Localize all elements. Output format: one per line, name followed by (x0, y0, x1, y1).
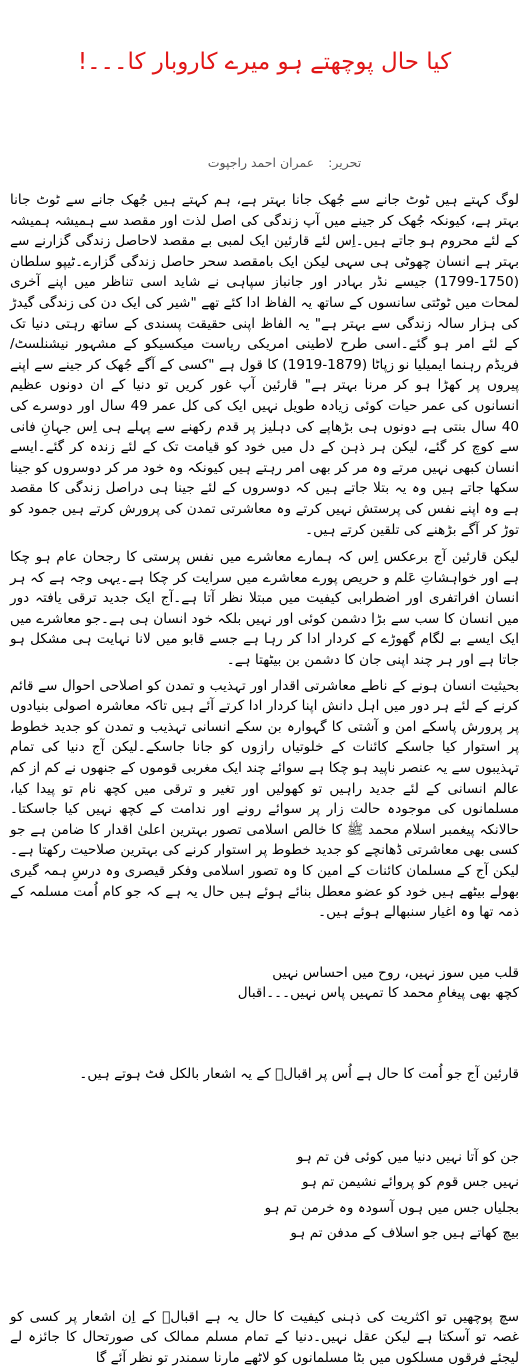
verse-line: قلب میں سوز نہیں، روح میں احساس نہیں (272, 964, 519, 981)
byline (10, 154, 519, 182)
article-title: کیا حال پوچھتے ہو میرے کاروبار کا۔۔۔! (77, 49, 452, 75)
verse-line: نہیں جس قوم کو پروائے نشیمن تم ہو (301, 1174, 519, 1191)
final-paragraph: سچ پوچھیں تو اکثریت کی ذہنی کیفیت کا حال یہ ہے اقبالؒ کے اِن اشعار پر کسی کو غصہ تو آسکتا ہے لیکن عقل نہیں۔دنیا کے تمام مسلم ممالک کی صورتحال کا جائزہ لے لیجئے فرقوں مسلکوں میں بٹا مسلمانوں کو لاٹھے مارنا سمندر تو نظر آئے گا (10, 1308, 519, 1366)
byline-label: تحریر: (328, 155, 362, 170)
paragraph-2: لیکن قارئین آج برعکس اِس کہ ہمارے معاشرے میں نفس پرستی کا رجحان عام ہو چکا ہے اور خواہشاتِ عَلم و حریص پورے معاشرے میں سرایت کر چکا ہے۔یہی وجہ ہے کہ ہر انسان افراتفری اور اضطرابی کیفیت میں مبتلا نظر آتا ہے۔آج ایک جدید ترقی یافتہ دور میں انسان کا سب سے بڑا دشمن کوئی اور نہیں بلکہ خود انسان ہی ہے۔جو معاشرے میں ایک ایسے بے لگام گھوڑے کے کردار ادا کر رہا ہے جسے قابو میں لانا نہایت ہی مشکل ہو جاتا ہے اور ہر چند اپنی جان کا دشمن بن بیٹھتا ہے۔ (10, 549, 519, 669)
verse-block-1 (10, 963, 519, 1004)
verse-block-2 (10, 1145, 519, 1247)
verse-line: بجلیاں جس میں ہوں آسودہ وہ خرمن تم ہو (264, 1199, 519, 1216)
verse-intro-line: قارئین آج جو اُمت کا حال ہے اُس پر اقبالؒ کے یہ اشعار بالکل فٹ ہوتے ہیں۔ (79, 1065, 519, 1082)
author-name: عمران احمد راجپوت (207, 155, 315, 170)
article (10, 0, 519, 1368)
verse-line: جن کو آتا نہیں دنیا میں کوئی فن تم ہو (296, 1148, 519, 1165)
verse-line: بیچ کھاتے ہیں جو اسلاف کے مدفن تم ہو (290, 1225, 519, 1242)
paragraph-1: لوگ کہتے ہیں ٹوٹ جانے سے جُھک جانا بہتر ہے، ہم کہتے ہیں جُھک جانے سے ٹوٹ جانا بہتر ہے، کیونکہ جُھک کر جینے میں آپ زندگی کی اصل لذت اور مقصد سے ہمیشہ ہمیشہ کے لئے محروم ہو جاتے ہیں۔اِس لئے قارئین ایک لمبی بے مقصد لاحاصل زندگی گزارنے سے بہتر ہے انسان چھوٹی ہی سہی لیکن ایک بامقصد سحر حاصل زندگی گزارے۔ٹیپو سلطان (1750-1799) جیسے نڈر بہادر اور جانباز سپاہی نے شاید اسی تناظر میں اپنے آخری لمحات میں ٹوٹتی سانسوں کے ساتھ یہ الفاظ ادا کئے تھے "شیر کی ایک دن کی زندگی گیدڑ کی ہزار سالہ زندگی سے بہتر ہے" یہ الفاظ اپنی حقیقت پسندی کے ساتھ رہتی دنیا تک کے لئے امر ہو گئے۔اسی طرح لاطینی امریکی ریاست میکسیکو کے مشہور نیشنلسٹ/ فریڈم رہنما ایمیلیا نو زپاٹا (1879-1919) کا قول ہے "کسی کے آگے جُھک کر جینے سے اپنے پیروں پر کھڑا ہو کر مرنا بہتر ہے" قارئین آپ غور کریں تو دنیا کے ان دونوں عظیم انسانوں کی عمر حیات کوئی زیادہ طویل نہیں ایک کی کل عمر 49 سال اور دوسرے کی 40 سال بنتی ہے دونوں ہی بڑھاپے کی دہلیز پر قدم رکھنے سے پہلے ہی اِس جہانِ فانی سے کوچ کر گئے، لیکن ہر ذہن کے دل میں خود کو قیامت تک کے لئے زندہ کر گئے۔ایسے انسان کبھی نہیں مرتے وہ مر کر بھی امر رہتے ہیں کیونکہ وہ خود مر کر دوسروں کو جینا سکھا جاتے ہیں وہ یہ بتلا جاتے ہیں کہ دوسروں کے لئے جینا ہی دراصل زندگی کا مقصد ہے وہ اپنے نفس کی پرستش نہیں کرتے وہ معاشرتی تمدن کی پرورش کرتے ہیں جمود کو توڑ کر آگے بڑھنے کی تلقین کرتے ہیں۔ (10, 192, 519, 538)
verse-line: کچھ بھی پیغامِ محمد کا تمہیں پاس نہیں۔۔۔اقبال (237, 985, 519, 1002)
paragraph-3: بحیثیت انسان ہونے کے ناطے معاشرتی اقدار اور تہذیب و تمدن کو اصلاحی احوال سے قائم کرنے کے لئے ہر دور میں اہل دانش اپنا کردار ادا کرتے آئے ہیں تاکہ معاشرہ اصولی بنیادوں پر پرورش پاسکے امن و آشتی کا گہوارہ بن سکے انسانی تہذیب و تمدن کو جدید خطوط پر استوار کیا جاسکے کائنات کے خلوتیاں رازوں کو جانا جاسکے۔لیکن آج دنیا کی تمام تہذیبوں سے یہ عنصر ناپید ہو چکا ہے سوائے چند ایک مغربی قوموں کے جنھوں نے کم از کم عالم انسانی کے لئے جدید راہیں تو کھولیں اور تغیر و ترقی میں کچھ نام تو پیدا کیا، مسلمانوں کی موجودہ حالت زار پر سوائے رونے اور ندامت کے کچھ نہیں کیا جاسکتا۔حالانکہ پیغمبر اسلام محمد ﷺ کا خالص اسلامی تصور بہترین اعلیٰ اقدار کا ضامن ہے جو کسی بھی معاشرتی ڈھانچے کو جدید خطوط پر استوار کرنے کی بہترین صلاحیت رکھتا ہے۔لیکن آج کے مسلمان کائنات کے امین کا وہ تصور اسلامی وفکر قیصری وہ درسِ ہمہ گیری بھولے بیٹھے ہیں خود کو عضو معطل بنائے ہوئے ہیں حال یہ ہے کہ جو کام اُمت مسلمہ کے ذمہ تھا وہ اغیار سنبھالے ہوئے ہیں۔ (10, 677, 519, 921)
